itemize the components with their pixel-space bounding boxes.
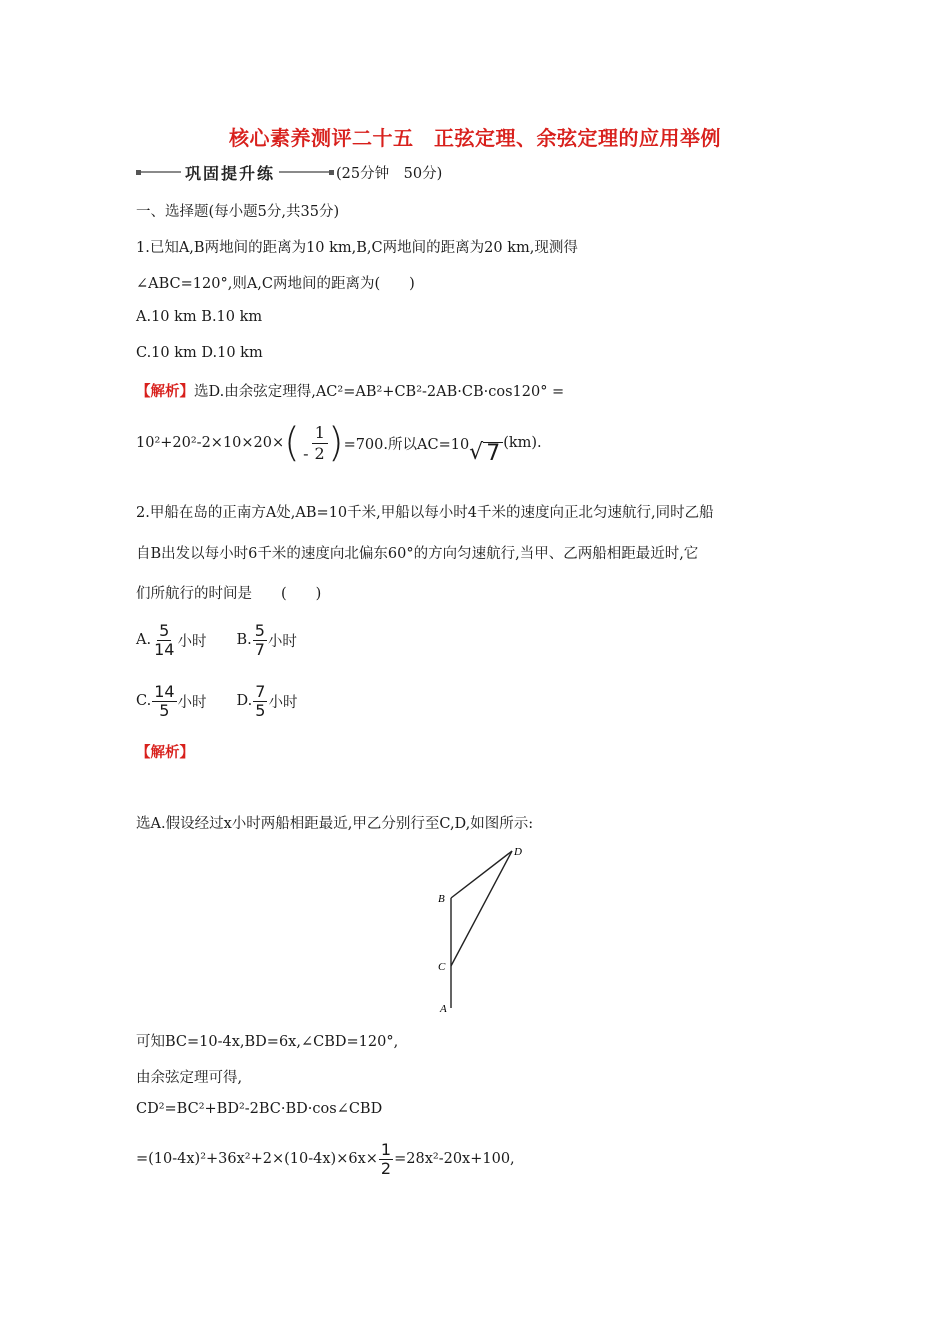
label-D: D [514, 846, 522, 858]
banner-label: 巩固提升练 [185, 163, 276, 183]
frac-num: 5 [159, 620, 170, 640]
label-A: A [440, 1003, 447, 1015]
frac-den: 2 [380, 1158, 392, 1178]
q1-neg-frac [300, 423, 328, 464]
q2-sol5-frac [379, 1141, 393, 1178]
q2-solution-line3: 由余弦定理可得, [136, 1070, 243, 1086]
line-BD [451, 851, 512, 898]
ship-route-diagram [430, 840, 540, 1020]
q2-opt-b-unit: 小时 [267, 633, 297, 650]
frac-num: 7 [255, 681, 266, 701]
q2-sol5-expr: =(10-4x)²+36x²+2×(10-4x)×6x× [136, 1151, 378, 1167]
q2-solution-line2: 可知BC=10-4x,BD=6x,∠CBD=120°, [136, 1034, 399, 1050]
minus-sign: - [303, 443, 309, 463]
q1-solution-line2 [136, 418, 542, 468]
q1-options-ab: A.10 km B.10 km [136, 309, 263, 325]
label-B: B [438, 893, 445, 905]
section-banner [136, 160, 442, 184]
banner-meta: (25分钟 50分) [336, 165, 443, 182]
q2-stem-line1: 2.甲船在岛的正南方A处,AB=10千米,甲船以每小时4千米的速度向正北匀速航行,同时乙船 [136, 505, 714, 521]
q1-frac-den: 2 [314, 443, 325, 463]
q1-jiexi-label: 【解析】 [136, 383, 194, 400]
q1-options-cd: C.10 km D.10 km [136, 345, 263, 361]
sqrt-value: 7 [483, 442, 503, 465]
banner-right-square [329, 170, 334, 175]
frac-den: 5 [159, 700, 170, 720]
q2-opt-b-frac [253, 622, 267, 659]
q2-opt-c-frac [152, 683, 176, 720]
section-heading: 一、选择题(每小题5分,共35分) [136, 204, 340, 220]
q2-stem-line2: 自B出发以每小时6千米的速度向北偏东60°的方向匀速航行,当甲、乙两船相距最近时,它 [136, 546, 699, 562]
label-C: C [438, 961, 446, 973]
right-paren: ) [327, 420, 344, 466]
banner-right-line [279, 171, 329, 173]
q1-frac-num: 1 [312, 423, 328, 444]
q1-sol-expr: 10²+20²-2×10×20× [136, 435, 285, 451]
frac-den: 5 [255, 700, 266, 720]
q2-opt-d-unit: 小时 [268, 694, 298, 711]
q1-sol-unit: (km). [503, 435, 542, 451]
q2-opt-c-label: C. [136, 693, 152, 709]
q2-options-ab [136, 617, 297, 663]
q2-opt-d-frac [253, 683, 267, 720]
line-CD [451, 851, 512, 966]
q2-solution-line1: 选A.假设经过x小时两船相距最近,甲乙分别行至C,D,如图所示: [136, 816, 534, 832]
frac-num: 5 [254, 620, 265, 640]
q1-solution-line1 [136, 380, 564, 401]
q2-opt-d-label: D. [236, 693, 253, 709]
q2-opt-a-frac [152, 622, 176, 659]
frac-num: 14 [154, 681, 175, 701]
frac-num: 1 [380, 1139, 392, 1159]
q2-options-cd [136, 678, 297, 724]
q2-opt-a-label: A. [136, 632, 152, 648]
banner-left-line [141, 171, 181, 173]
q2-stem-line3: 们所航行的时间是 ( ) [136, 586, 322, 602]
frac-den: 7 [254, 639, 265, 659]
radical-sign: √ [469, 439, 484, 465]
frac-den: 14 [154, 639, 175, 659]
q1-sol-result: =700.所以AC=10 [343, 436, 470, 453]
q2-jiexi-label: 【解析】 [136, 744, 194, 761]
sqrt-7 [469, 440, 503, 465]
q2-solution-line5 [136, 1136, 515, 1182]
q1-stem-line1: 1.已知A,B两地间的距离为10 km,B,C两地间的距离为20 km,现测得 [136, 240, 578, 256]
q1-stem-line2: ∠ABC=120°,则A,C两地间的距离为( ) [136, 276, 415, 292]
page-title: 核心素养测评二十五 正弦定理、余弦定理的应用举例 [229, 126, 721, 150]
q2-opt-a-unit: 小时 [177, 633, 207, 650]
q2-opt-b-label: B. [236, 632, 252, 648]
q2-opt-c-unit: 小时 [177, 694, 207, 711]
left-paren: ( [284, 420, 300, 466]
q2-solution-line4: CD²=BC²+BD²-2BC·BD·cos∠CBD [136, 1101, 383, 1117]
q2-sol5-result: =28x²-20x+100, [394, 1151, 515, 1167]
q1-solution-text: 选D.由余弦定理得,AC²=AB²+CB²-2AB·CB·cos120° = [194, 384, 565, 400]
q1-frac-den-row [303, 444, 325, 464]
